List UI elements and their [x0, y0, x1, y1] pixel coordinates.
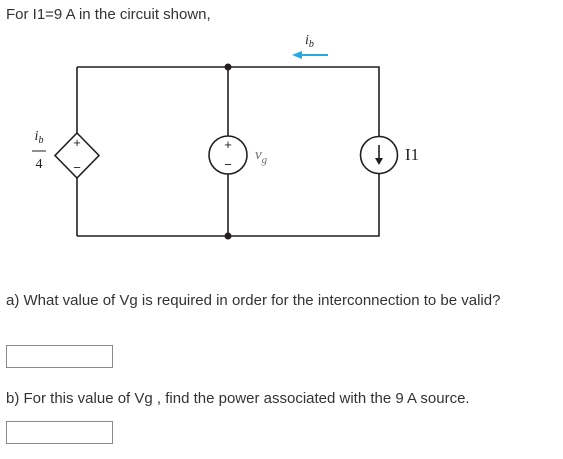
problem-intro: For I1=9 A in the circuit shown,	[6, 6, 211, 23]
i1-label: I1	[405, 145, 420, 164]
dependent-denominator: 4	[35, 157, 43, 172]
top-node-dot	[225, 64, 232, 71]
question-part-a: a) What value of Vg is required in order for the interconnection to be valid?	[6, 292, 501, 309]
dependent-numerator-sub: b	[38, 135, 44, 146]
independent-voltage-source-vg	[209, 136, 247, 174]
answer-b-input[interactable]	[6, 421, 113, 444]
dependent-plus-sign: +	[73, 135, 81, 150]
vg-plus-sign: +	[224, 137, 232, 152]
vg-minus-sign: −	[224, 157, 232, 172]
dependent-numerator-var: i	[34, 129, 39, 144]
left-arrow-icon	[292, 51, 328, 59]
question-part-b: b) For this value of Vg , find the power associated with the 9 A source.	[6, 390, 470, 407]
current-source-i1	[361, 137, 398, 174]
answer-a-input[interactable]	[6, 345, 113, 368]
ib-current-label: $i_b$	[305, 33, 314, 50]
dependent-source-label	[32, 129, 46, 172]
vg-label: $v_g$	[255, 147, 268, 166]
svg-text:ib	[35, 129, 44, 146]
dependent-voltage-source	[55, 133, 99, 178]
dependent-minus-sign: −	[73, 160, 81, 175]
bottom-node-dot	[225, 233, 232, 240]
